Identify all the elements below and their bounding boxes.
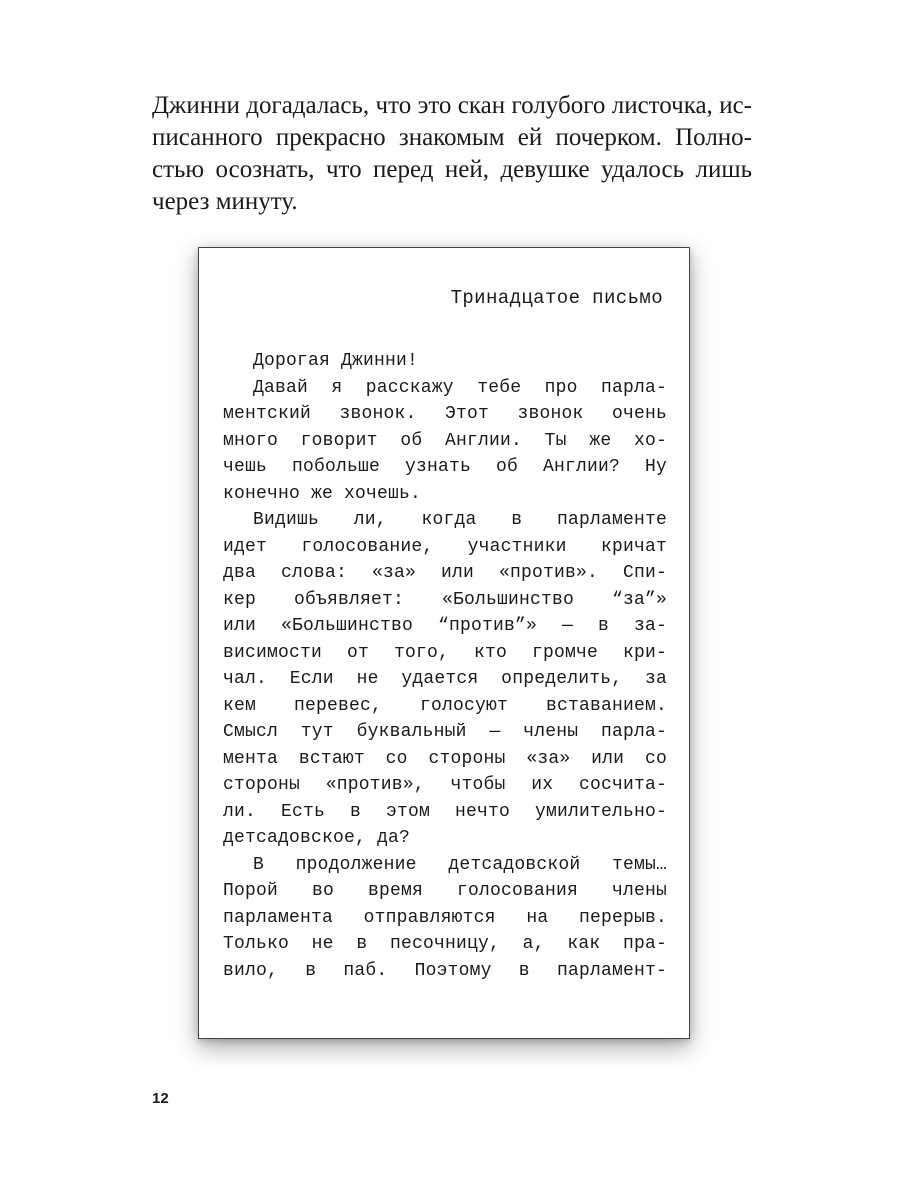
intro-line: стью осознать, что перед ней, девушке удалось лишь [152, 156, 752, 183]
letter-line: кем перевес, голосуют вставанием. [223, 695, 667, 716]
letter-line: ментский звонок. Этот звонок очень [223, 404, 667, 424]
intro-line: Джинни догадалась, что это скан голубого листочка, ис- [152, 92, 752, 119]
letter-line: парламента отправляются на перерыв. [223, 907, 667, 928]
letter-line: конечно же хочешь. [223, 483, 422, 504]
letter-line: Видишь ли, когда в парламенте [253, 510, 667, 530]
letter-line: висимости от того, кто громче кри- [223, 642, 667, 663]
letter-body [223, 348, 667, 984]
letter-line: ли. Есть в этом нечто умилительно- [223, 801, 667, 822]
letter-line: Смысл тут буквальный — члены парла- [223, 722, 667, 742]
letter-scan [198, 247, 690, 1039]
letter-line: чешь побольше узнать об Англии? Ну [223, 457, 667, 477]
letter-line: мента встают со стороны «за» или со [223, 748, 667, 769]
letter-line: вило, в паб. Поэтому в парламент- [223, 960, 667, 981]
letter-line: В продолжение детсадовской темы… [253, 854, 667, 875]
letter-line: чал. Если не удается определить, за [223, 669, 667, 689]
letter-line: стороны «против», чтобы их сосчита- [223, 775, 667, 795]
letter-line: Порой во время голосования члены [223, 881, 667, 901]
intro-line: через минуту. [152, 188, 298, 215]
letter-line: идет голосование, участники кричат [223, 536, 667, 557]
letter-line: Дорогая Джинни! [253, 351, 419, 371]
letter-line: два слова: «за» или «против». Спи- [223, 563, 667, 583]
letter-line: или «Большинство “против”» — в за- [223, 616, 667, 636]
letter-line: много говорит об Англии. Ты же хо- [223, 430, 667, 451]
letter-line: детсадовское, да? [223, 828, 411, 848]
letter-line: Давай я расскажу тебе про парла- [253, 377, 667, 398]
letter-line: кер объявляет: «Большинство “за”» [223, 589, 667, 610]
intro-line: писанного прекрасно знакомым ей почерком. Полно- [152, 124, 752, 151]
letter-title: Тринадцатое письмо [450, 287, 663, 309]
letter-line: Только не в песочницу, а, как пра- [223, 934, 667, 954]
intro-paragraph [152, 90, 752, 218]
page-number: 12 [152, 1090, 169, 1107]
